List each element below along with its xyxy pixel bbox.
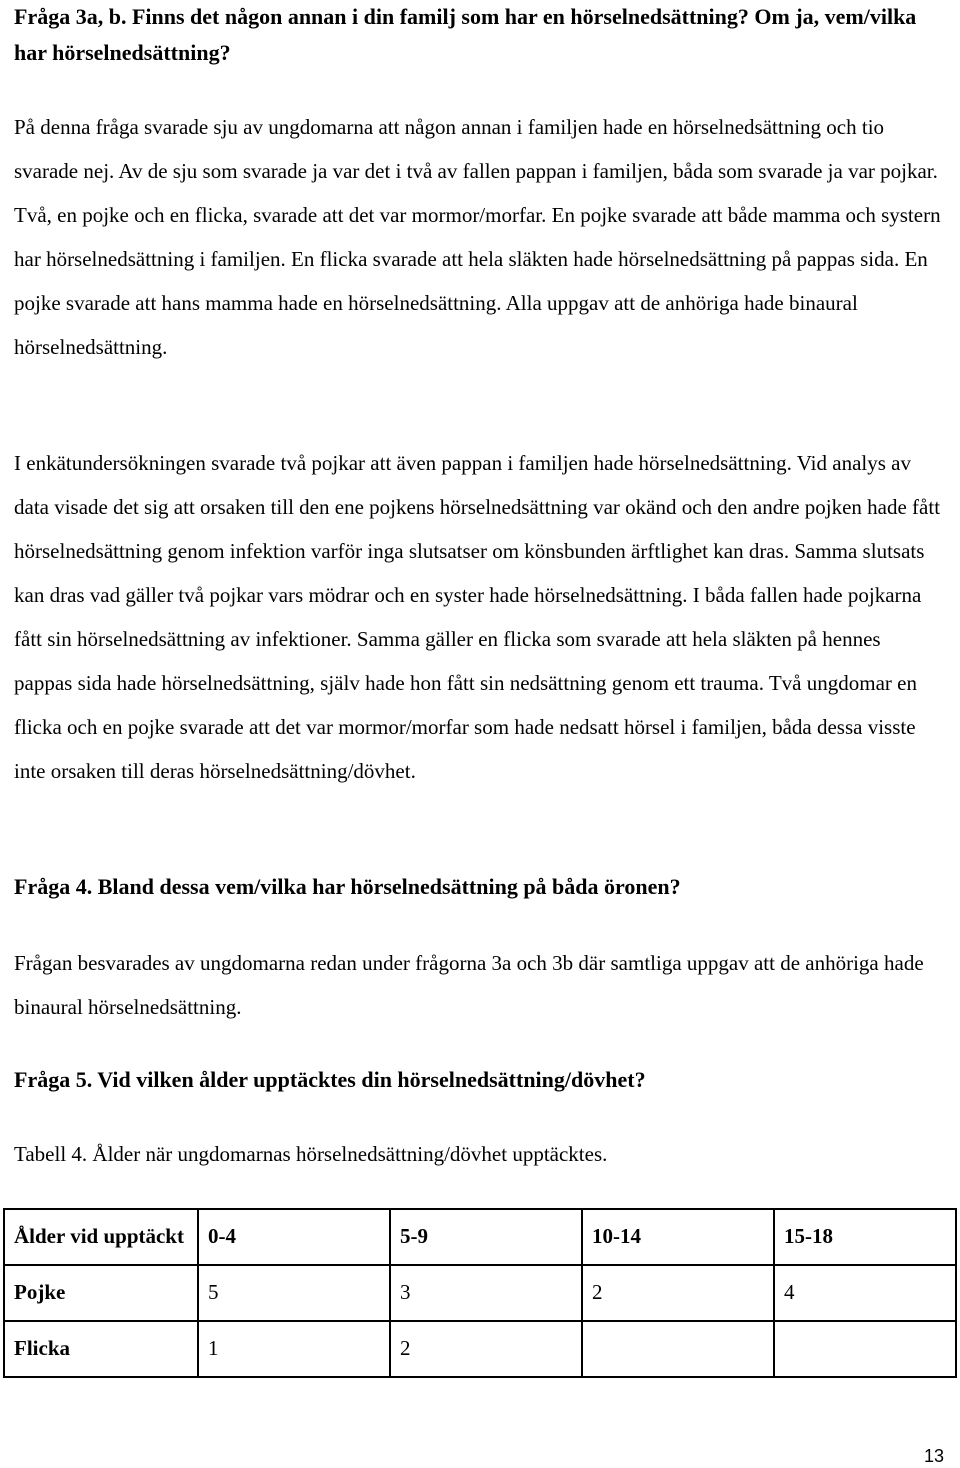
page-number: 13 bbox=[923, 1446, 944, 1466]
table-cell: 5 bbox=[198, 1265, 390, 1321]
question-3-paragraph-1: På denna fråga svarade sju av ungdomarna att någon annan i familjen hade en hörselnedsättning och tio svarade nej. Av de sju som svarade ja var det i två av fallen pappan i familjen, båda som svarade ja var pojkar. Två, en pojke och en flicka, svarade att det var mormor/morfar. En pojke svarade att både mamma och systern har hörselnedsättning i familjen. En flicka svarade att hela släkten hade hörselnedsättning på pappas sida. En pojke svarade att hans mamma hade en hörselnedsättning. Alla uppgav att de anhöriga hade binaural hörselnedsättning. bbox=[14, 115, 941, 359]
table-header-row bbox=[4, 1209, 956, 1265]
header-cell-10-14: 10-14 bbox=[582, 1209, 774, 1265]
table-row bbox=[4, 1321, 956, 1377]
row-label-boy: Pojke bbox=[4, 1265, 198, 1321]
age-discovery-table bbox=[3, 1208, 957, 1378]
table-cell: 2 bbox=[390, 1321, 582, 1377]
table-cell bbox=[582, 1321, 774, 1377]
question-3-heading: Fråga 3a, b. Finns det någon annan i din familj som har en hörselnedsättning? Om ja, vem/vilka har hörselnedsättning? bbox=[14, 4, 917, 65]
header-cell-5-9: 5-9 bbox=[390, 1209, 582, 1265]
table-cell: 4 bbox=[774, 1265, 956, 1321]
table-row bbox=[4, 1265, 956, 1321]
table-cell: 1 bbox=[198, 1321, 390, 1377]
question-4-answer: Frågan besvarades av ungdomarna redan under frågorna 3a och 3b där samtliga uppgav att de anhöriga hade binaural hörselnedsättning. bbox=[14, 951, 924, 1019]
header-cell-age: Ålder vid upptäckt bbox=[4, 1209, 198, 1265]
question-4-heading: Fråga 4. Bland dessa vem/vilka har hörselnedsättning på båda öronen? bbox=[14, 874, 681, 899]
header-cell-0-4: 0-4 bbox=[198, 1209, 390, 1265]
table-cell: 3 bbox=[390, 1265, 582, 1321]
question-3-paragraph-2: I enkätundersökningen svarade två pojkar att även pappan i familjen hade hörselnedsättning. Vid analys av data visade det sig att orsaken till den ene pojkens hörselnedsättning var okänd och den andre pojken hade fått hörselnedsättning genom infektion varför inga slutsatser om könsbunden ärftlighet kan dras. Samma slutsats kan dras vad gäller två pojkar vars mödrar och en syster hade hörselnedsättning. I båda fallen hade pojkarna fått sin hörselnedsättning av infektioner. Samma gäller en flicka som svarade att hela släkten på hennes pappas sida hade hörselnedsättning, själv hade hon fått sin nedsättning genom ett trauma. Två ungdomar en flicka och en pojke svarade att det var mormor/morfar som hade nedsatt hörsel i familjen, båda dessa visste inte orsaken till deras hörselnedsättning/dövhet. bbox=[14, 451, 941, 783]
row-label-girl: Flicka bbox=[4, 1321, 198, 1377]
table-caption: Tabell 4. Ålder när ungdomarnas hörselnedsättning/dövhet upptäcktes. bbox=[14, 1142, 608, 1166]
table-cell bbox=[774, 1321, 956, 1377]
question-5-heading: Fråga 5. Vid vilken ålder upptäcktes din hörselnedsättning/dövhet? bbox=[14, 1067, 646, 1092]
header-cell-15-18: 15-18 bbox=[774, 1209, 956, 1265]
table-cell: 2 bbox=[582, 1265, 774, 1321]
